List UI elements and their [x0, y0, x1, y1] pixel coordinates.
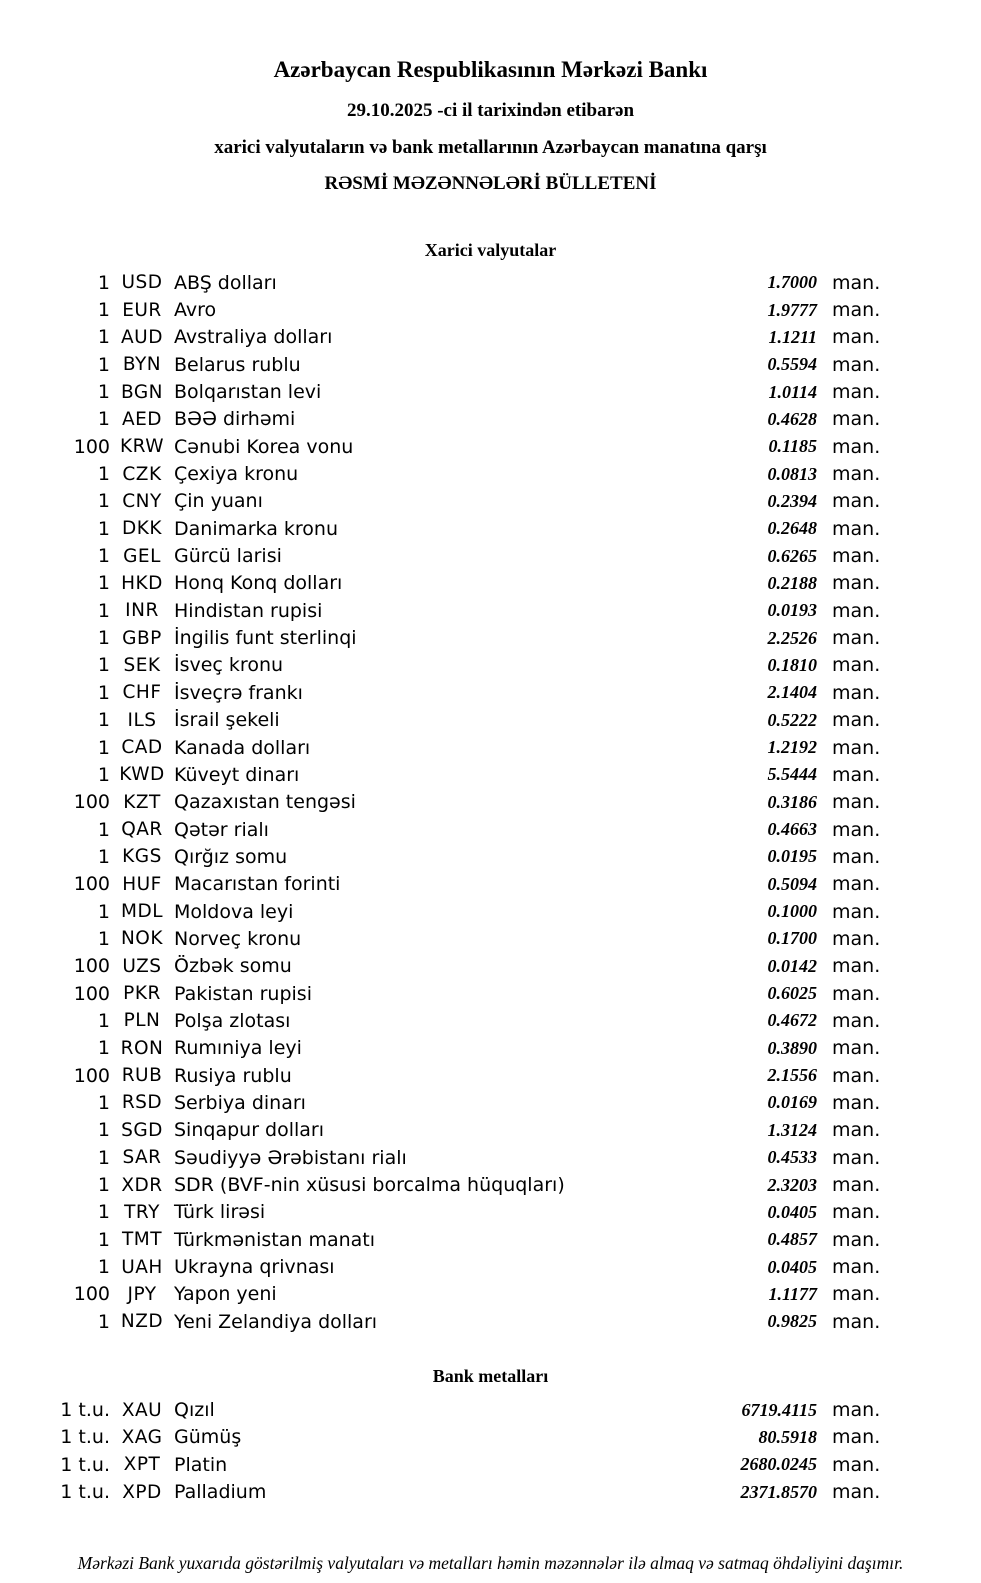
rate-row-unit-label: man. — [832, 709, 881, 732]
currency-row — [0, 761, 890, 788]
rate-row-currency-code: PKR — [123, 983, 161, 1005]
rate-row-rate-value: 0.4628 — [767, 408, 817, 429]
rate-row-rate-value: 2.1556 — [767, 1065, 817, 1086]
currency-row — [0, 707, 890, 734]
rate-row-unit-label: man. — [832, 1481, 881, 1504]
rate-row-unit-label: man. — [832, 681, 881, 704]
rate-row-quantity: 1 — [97, 627, 110, 650]
rate-row-quantity: 100 — [73, 955, 110, 978]
rate-row-currency-name: Ukrayna qrivnası — [174, 1256, 335, 1279]
rate-row-currency-name: Macarıstan forinti — [174, 873, 341, 896]
rate-row-rate-value: 0.2188 — [767, 572, 817, 593]
rate-row-currency-code: USD — [121, 272, 163, 294]
rate-row-unit-label: man. — [832, 490, 881, 513]
rate-row-unit-label: man. — [832, 627, 881, 650]
rate-row-unit-label: man. — [832, 927, 881, 950]
rate-row-rate-value: 0.6025 — [767, 983, 817, 1004]
currency-row — [0, 871, 890, 898]
metal-row — [0, 1424, 890, 1451]
currency-row — [0, 433, 890, 460]
currency-row — [0, 925, 890, 952]
rate-row-rate-value: 0.0169 — [767, 1092, 817, 1113]
rate-row-currency-code: CAD — [121, 737, 163, 759]
rate-row-currency-code: HUF — [122, 873, 162, 895]
rate-row-unit-label: man. — [832, 599, 881, 622]
rate-row-currency-code: UZS — [122, 955, 162, 977]
rate-row-currency-name: Danimarka kronu — [174, 517, 339, 540]
currency-row — [0, 652, 890, 679]
effective-date-line: 29.10.2025 -ci il tarixindən etibarən — [346, 100, 635, 121]
rate-row-rate-value: 1.0114 — [768, 381, 817, 402]
metal-rate-table — [0, 1396, 890, 1505]
rate-row-unit-label: man. — [832, 517, 881, 540]
rate-row-currency-name: Norveç kronu — [174, 927, 302, 950]
rate-row-currency-name: Gürcü larisi — [174, 545, 282, 568]
rate-row-rate-value: 0.1185 — [768, 436, 817, 457]
rate-row-rate-value: 5.5444 — [767, 764, 817, 785]
rate-row-unit-label: man. — [832, 982, 881, 1005]
rate-row-currency-code: MDL — [120, 901, 163, 923]
rate-row-currency-name: İsveç kronu — [174, 654, 284, 677]
rate-row-quantity: 1 — [97, 1256, 110, 1279]
rate-row-unit-label: man. — [832, 326, 881, 349]
rate-row-currency-code: RSD — [121, 1092, 163, 1114]
rate-row-unit-label: man. — [832, 873, 881, 896]
rate-row-unit-label: man. — [832, 763, 881, 786]
currency-row — [0, 597, 890, 624]
rate-row-currency-code: CHF — [122, 682, 162, 704]
rate-row-quantity: 1 — [97, 654, 110, 677]
rate-row-currency-name: Platin — [174, 1453, 228, 1476]
rate-row-currency-name: Qızıl — [174, 1399, 215, 1422]
rate-row-rate-value: 0.1700 — [767, 928, 817, 949]
currency-row — [0, 1062, 890, 1089]
rate-row-currency-name: Palladium — [174, 1481, 267, 1504]
rate-row-currency-code: CNY — [122, 490, 162, 512]
rate-row-currency-code: KWD — [119, 764, 165, 786]
rate-row-rate-value: 0.6265 — [767, 545, 817, 566]
rate-row-currency-code: XDR — [121, 1174, 163, 1196]
rate-row-unit-label: man. — [832, 900, 881, 923]
rate-row-currency-name: Rumıniya leyi — [174, 1037, 302, 1060]
rate-row-currency-code: HKD — [121, 572, 163, 594]
rate-row-currency-name: Qırğız somu — [174, 845, 288, 868]
rate-row-quantity: 1 — [97, 599, 110, 622]
rate-row-currency-code: TRY — [124, 1201, 160, 1223]
currency-row — [0, 1117, 890, 1144]
rate-row-unit-label: man. — [832, 1283, 881, 1306]
rate-row-currency-code: GEL — [123, 545, 161, 567]
disclaimer-note: Mərkəzi Bank yuxarıda göstərilmiş valyutaları və metalları həmin məzənnələr ilə almaq və satmaq öhdəliyini daşımır. — [77, 1552, 904, 1573]
currency-row — [0, 1226, 890, 1253]
rate-row-quantity: 1 — [97, 1091, 110, 1114]
rate-row-unit-label: man. — [832, 955, 881, 978]
rate-row-quantity: 1 — [97, 1228, 110, 1251]
rate-row-quantity: 1 t.u. — [60, 1399, 110, 1422]
currency-row — [0, 378, 890, 405]
rate-row-rate-value: 1.3124 — [767, 1119, 817, 1140]
rate-row-quantity: 100 — [73, 435, 110, 458]
rate-row-unit-label: man. — [832, 299, 881, 322]
rate-row-currency-name: İngilis funt sterlinqi — [174, 627, 357, 650]
rate-row-currency-name: Küveyt dinarı — [174, 763, 300, 786]
rate-row-quantity: 1 — [97, 299, 110, 322]
bulletin-title: RƏSMİ MƏZƏNNƏLƏRİ BÜLLETENİ — [324, 173, 657, 194]
rate-row-currency-name: Avro — [174, 299, 217, 322]
currency-row — [0, 542, 890, 569]
rate-row-currency-name: Yeni Zelandiya dolları — [174, 1310, 378, 1333]
rate-row-unit-label: man. — [832, 1453, 881, 1476]
rate-row-unit-label: man. — [832, 736, 881, 759]
rate-row-currency-code: PLN — [123, 1010, 161, 1032]
rate-row-rate-value: 0.0142 — [767, 955, 817, 976]
rate-row-rate-value: 1.7000 — [767, 272, 817, 293]
rate-row-rate-value: 0.0813 — [767, 463, 817, 484]
section-title-metals: Bank metalları — [432, 1366, 549, 1387]
rate-row-rate-value: 2680.0245 — [740, 1454, 817, 1475]
rate-row-currency-code: NOK — [120, 928, 164, 950]
rate-row-quantity: 1 — [97, 271, 110, 294]
rate-row-quantity: 1 — [97, 463, 110, 486]
currency-row — [0, 351, 890, 378]
rate-row-quantity: 1 — [97, 1009, 110, 1032]
rate-row-currency-name: Hindistan rupisi — [174, 599, 323, 622]
rate-row-currency-code: QAR — [121, 819, 163, 841]
rate-row-currency-code: EUR — [122, 299, 162, 321]
metal-row — [0, 1396, 890, 1423]
currency-row — [0, 406, 890, 433]
rate-row-currency-name: Honq Konq dolları — [174, 572, 343, 595]
currency-row — [0, 1199, 890, 1226]
rate-row-quantity: 1 — [97, 763, 110, 786]
currency-rate-table — [0, 269, 890, 1335]
rate-row-currency-code: BYN — [122, 354, 162, 376]
rate-row-quantity: 100 — [73, 873, 110, 896]
rate-row-rate-value: 1.9777 — [767, 299, 817, 320]
rate-row-unit-label: man. — [832, 818, 881, 841]
rate-row-currency-name: Rusiya rublu — [174, 1064, 292, 1087]
rate-row-currency-name: İsveçrə frankı — [174, 681, 303, 704]
rate-row-rate-value: 0.0193 — [767, 600, 817, 621]
rate-row-currency-name: Kanada dolları — [174, 736, 311, 759]
rate-row-unit-label: man. — [832, 1201, 881, 1224]
rate-row-rate-value: 0.0405 — [767, 1201, 817, 1222]
rate-row-quantity: 1 — [97, 681, 110, 704]
currency-row — [0, 816, 890, 843]
rate-row-currency-name: Çin yuanı — [174, 490, 263, 513]
rate-row-unit-label: man. — [832, 1037, 881, 1060]
rate-row-quantity: 100 — [73, 1283, 110, 1306]
rate-row-unit-label: man. — [832, 1399, 881, 1422]
currency-row — [0, 269, 890, 296]
rate-row-rate-value: 2.3203 — [767, 1174, 817, 1195]
rate-row-currency-code: INR — [125, 600, 159, 622]
rate-row-quantity: 100 — [73, 982, 110, 1005]
rate-row-unit-label: man. — [832, 1228, 881, 1251]
rate-row-rate-value: 0.2648 — [767, 518, 817, 539]
rate-row-rate-value: 0.0405 — [767, 1256, 817, 1277]
rate-row-quantity: 100 — [73, 1064, 110, 1087]
rate-row-currency-code: ILS — [127, 709, 157, 731]
currency-row — [0, 1007, 890, 1034]
rate-row-currency-name: BƏƏ dirhəmi — [174, 408, 296, 431]
rate-row-unit-label: man. — [832, 845, 881, 868]
rate-row-currency-code: KGS — [122, 846, 162, 868]
rate-row-currency-name: Özbək somu — [174, 955, 292, 978]
rate-row-quantity: 1 — [97, 1310, 110, 1333]
rate-row-currency-name: SDR (BVF-nin xüsusi borcalma hüquqları) — [174, 1174, 565, 1197]
rate-row-unit-label: man. — [832, 1310, 881, 1333]
rate-row-unit-label: man. — [832, 1256, 881, 1279]
rate-row-rate-value: 0.4533 — [767, 1147, 817, 1168]
rate-row-currency-code: XPT — [123, 1454, 161, 1476]
rate-row-currency-name: Moldova leyi — [174, 900, 294, 923]
rate-row-quantity: 1 — [97, 1119, 110, 1142]
rate-row-quantity: 1 — [97, 545, 110, 568]
rate-row-currency-code: SAR — [122, 1147, 162, 1169]
currency-row — [0, 324, 890, 351]
rate-row-rate-value: 0.5094 — [767, 873, 817, 894]
rate-row-currency-code: UAH — [121, 1256, 163, 1278]
rate-row-currency-name: Gümüş — [174, 1426, 242, 1449]
rate-row-unit-label: man. — [832, 1174, 881, 1197]
rate-row-currency-name: Türk lirəsi — [174, 1201, 266, 1224]
bulletin-subtitle: xarici valyutaların və bank metallarının Azərbaycan manatına qarşı — [214, 137, 767, 158]
rate-row-currency-code: NZD — [120, 1311, 164, 1333]
rate-row-unit-label: man. — [832, 353, 881, 376]
currency-row — [0, 488, 890, 515]
rate-row-currency-code: TMT — [121, 1229, 163, 1251]
rate-row-quantity: 1 — [97, 353, 110, 376]
rate-row-rate-value: 2.1404 — [767, 682, 817, 703]
rate-row-currency-code: KZT — [123, 791, 161, 813]
rate-row-rate-value: 2.2526 — [767, 627, 817, 648]
rate-row-quantity: 1 — [97, 818, 110, 841]
rate-row-currency-code: BGN — [120, 381, 164, 403]
currency-row — [0, 1144, 890, 1171]
currency-row — [0, 570, 890, 597]
rate-row-unit-label: man. — [832, 1119, 881, 1142]
rate-row-unit-label: man. — [832, 1064, 881, 1087]
rate-row-currency-name: ABŞ dolları — [174, 271, 277, 294]
rate-row-quantity: 1 — [97, 1201, 110, 1224]
rate-row-currency-code: AUD — [121, 326, 163, 348]
rate-row-currency-code: AED — [121, 408, 163, 430]
rate-row-rate-value: 0.4663 — [767, 819, 817, 840]
rate-row-quantity: 100 — [73, 791, 110, 814]
currency-row — [0, 789, 890, 816]
rate-row-quantity: 1 — [97, 1174, 110, 1197]
currency-row — [0, 624, 890, 651]
currency-row — [0, 460, 890, 487]
currency-row — [0, 515, 890, 542]
rate-row-quantity: 1 — [97, 1037, 110, 1060]
rate-row-quantity: 1 — [97, 927, 110, 950]
rate-row-currency-name: Cənubi Korea vonu — [174, 435, 354, 458]
rate-row-rate-value: 1.1177 — [768, 1283, 817, 1304]
rate-row-rate-value: 0.4672 — [767, 1010, 817, 1031]
rate-row-currency-code: JPY — [127, 1283, 157, 1305]
currency-row — [0, 898, 890, 925]
rate-row-rate-value: 0.1810 — [767, 654, 817, 675]
rate-row-unit-label: man. — [832, 1146, 881, 1169]
rate-row-quantity: 1 — [97, 517, 110, 540]
rate-row-currency-code: GBP — [122, 627, 162, 649]
rate-row-quantity: 1 — [97, 845, 110, 868]
rate-row-currency-code: RON — [120, 1037, 164, 1059]
rate-row-rate-value: 6719.4115 — [741, 1399, 817, 1420]
rate-row-currency-name: Polşa zlotası — [174, 1009, 291, 1032]
rate-row-currency-name: Çexiya kronu — [174, 463, 299, 486]
rate-row-quantity: 1 — [97, 1146, 110, 1169]
rate-row-rate-value: 0.4857 — [767, 1229, 817, 1250]
bank-title: Azərbaycan Respublikasının Mərkəzi Bankı — [273, 57, 708, 82]
rate-row-currency-code: SGD — [121, 1119, 163, 1141]
rate-row-unit-label: man. — [832, 1091, 881, 1114]
currency-row — [0, 980, 890, 1007]
currency-row — [0, 1281, 890, 1308]
rate-row-currency-code: XAG — [121, 1426, 163, 1448]
currency-row — [0, 1035, 890, 1062]
rate-row-currency-name: İsrail şekeli — [174, 709, 280, 732]
rate-row-quantity: 1 — [97, 326, 110, 349]
rate-row-rate-value: 1.1211 — [768, 326, 817, 347]
rate-row-rate-value: 2371.8570 — [740, 1481, 817, 1502]
rate-row-currency-code: CZK — [122, 463, 162, 485]
rate-row-currency-name: Avstraliya dolları — [174, 326, 333, 349]
rate-row-unit-label: man. — [832, 381, 881, 404]
rate-row-unit-label: man. — [832, 1009, 881, 1032]
rate-row-currency-code: DKK — [121, 518, 162, 540]
currency-row — [0, 953, 890, 980]
currency-row — [0, 1308, 890, 1335]
rate-row-rate-value: 0.9825 — [767, 1311, 817, 1332]
rate-row-rate-value: 80.5918 — [758, 1426, 817, 1447]
rate-row-unit-label: man. — [832, 435, 881, 458]
rate-row-unit-label: man. — [832, 654, 881, 677]
metal-row — [0, 1478, 890, 1505]
rate-row-unit-label: man. — [832, 271, 881, 294]
metal-row — [0, 1451, 890, 1478]
currency-row — [0, 734, 890, 761]
rate-row-quantity: 1 — [97, 709, 110, 732]
currency-row — [0, 296, 890, 323]
currency-row — [0, 1171, 890, 1198]
rate-row-currency-name: Səudiyyə Ərəbistanı rialı — [174, 1146, 407, 1169]
rate-row-quantity: 1 — [97, 900, 110, 923]
rate-row-quantity: 1 — [97, 736, 110, 759]
rate-row-quantity: 1 t.u. — [60, 1481, 110, 1504]
rate-row-rate-value: 0.0195 — [767, 846, 817, 867]
rate-row-rate-value: 0.3186 — [767, 791, 817, 812]
rate-row-currency-name: Qazaxıstan tengəsi — [174, 791, 356, 814]
rate-row-rate-value: 0.5222 — [767, 709, 817, 730]
rate-row-currency-name: Bolqarıstan levi — [174, 381, 322, 404]
rate-row-quantity: 1 — [97, 490, 110, 513]
rate-row-rate-value: 1.2192 — [767, 737, 817, 758]
currency-row — [0, 679, 890, 706]
rate-row-rate-value: 0.5594 — [767, 354, 817, 375]
rate-row-unit-label: man. — [832, 463, 881, 486]
rate-row-unit-label: man. — [832, 791, 881, 814]
rate-row-currency-code: XPD — [122, 1481, 162, 1503]
rate-row-quantity: 1 — [97, 381, 110, 404]
rate-row-currency-code: XAU — [121, 1399, 163, 1421]
rate-row-rate-value: 0.1000 — [767, 901, 817, 922]
rate-row-currency-name: Sinqapur dolları — [174, 1119, 325, 1142]
currency-row — [0, 1089, 890, 1116]
rate-row-unit-label: man. — [832, 545, 881, 568]
rate-row-quantity: 1 t.u. — [60, 1453, 110, 1476]
rate-row-unit-label: man. — [832, 1426, 881, 1449]
rate-row-rate-value: 0.3890 — [767, 1037, 817, 1058]
rate-row-currency-name: Qətər rialı — [174, 818, 269, 841]
rate-row-currency-code: KRW — [119, 436, 165, 458]
rate-row-unit-label: man. — [832, 572, 881, 595]
rate-row-quantity: 1 t.u. — [60, 1426, 110, 1449]
rate-row-currency-name: Türkmənistan manatı — [174, 1228, 376, 1251]
rate-row-currency-name: Serbiya dinarı — [174, 1091, 306, 1114]
rate-row-quantity: 1 — [97, 572, 110, 595]
rate-row-currency-name: Yapon yeni — [174, 1283, 277, 1306]
rate-row-currency-code: RUB — [121, 1065, 163, 1087]
currency-row — [0, 1253, 890, 1280]
currency-row — [0, 843, 890, 870]
rate-row-currency-name: Belarus rublu — [174, 353, 301, 376]
rate-row-rate-value: 0.2394 — [767, 490, 817, 511]
rate-row-currency-name: Pakistan rupisi — [174, 982, 312, 1005]
section-title-currencies: Xarici valyutalar — [424, 240, 557, 260]
rate-row-unit-label: man. — [832, 408, 881, 431]
rate-row-currency-code: SEK — [123, 654, 161, 676]
rate-row-quantity: 1 — [97, 408, 110, 431]
